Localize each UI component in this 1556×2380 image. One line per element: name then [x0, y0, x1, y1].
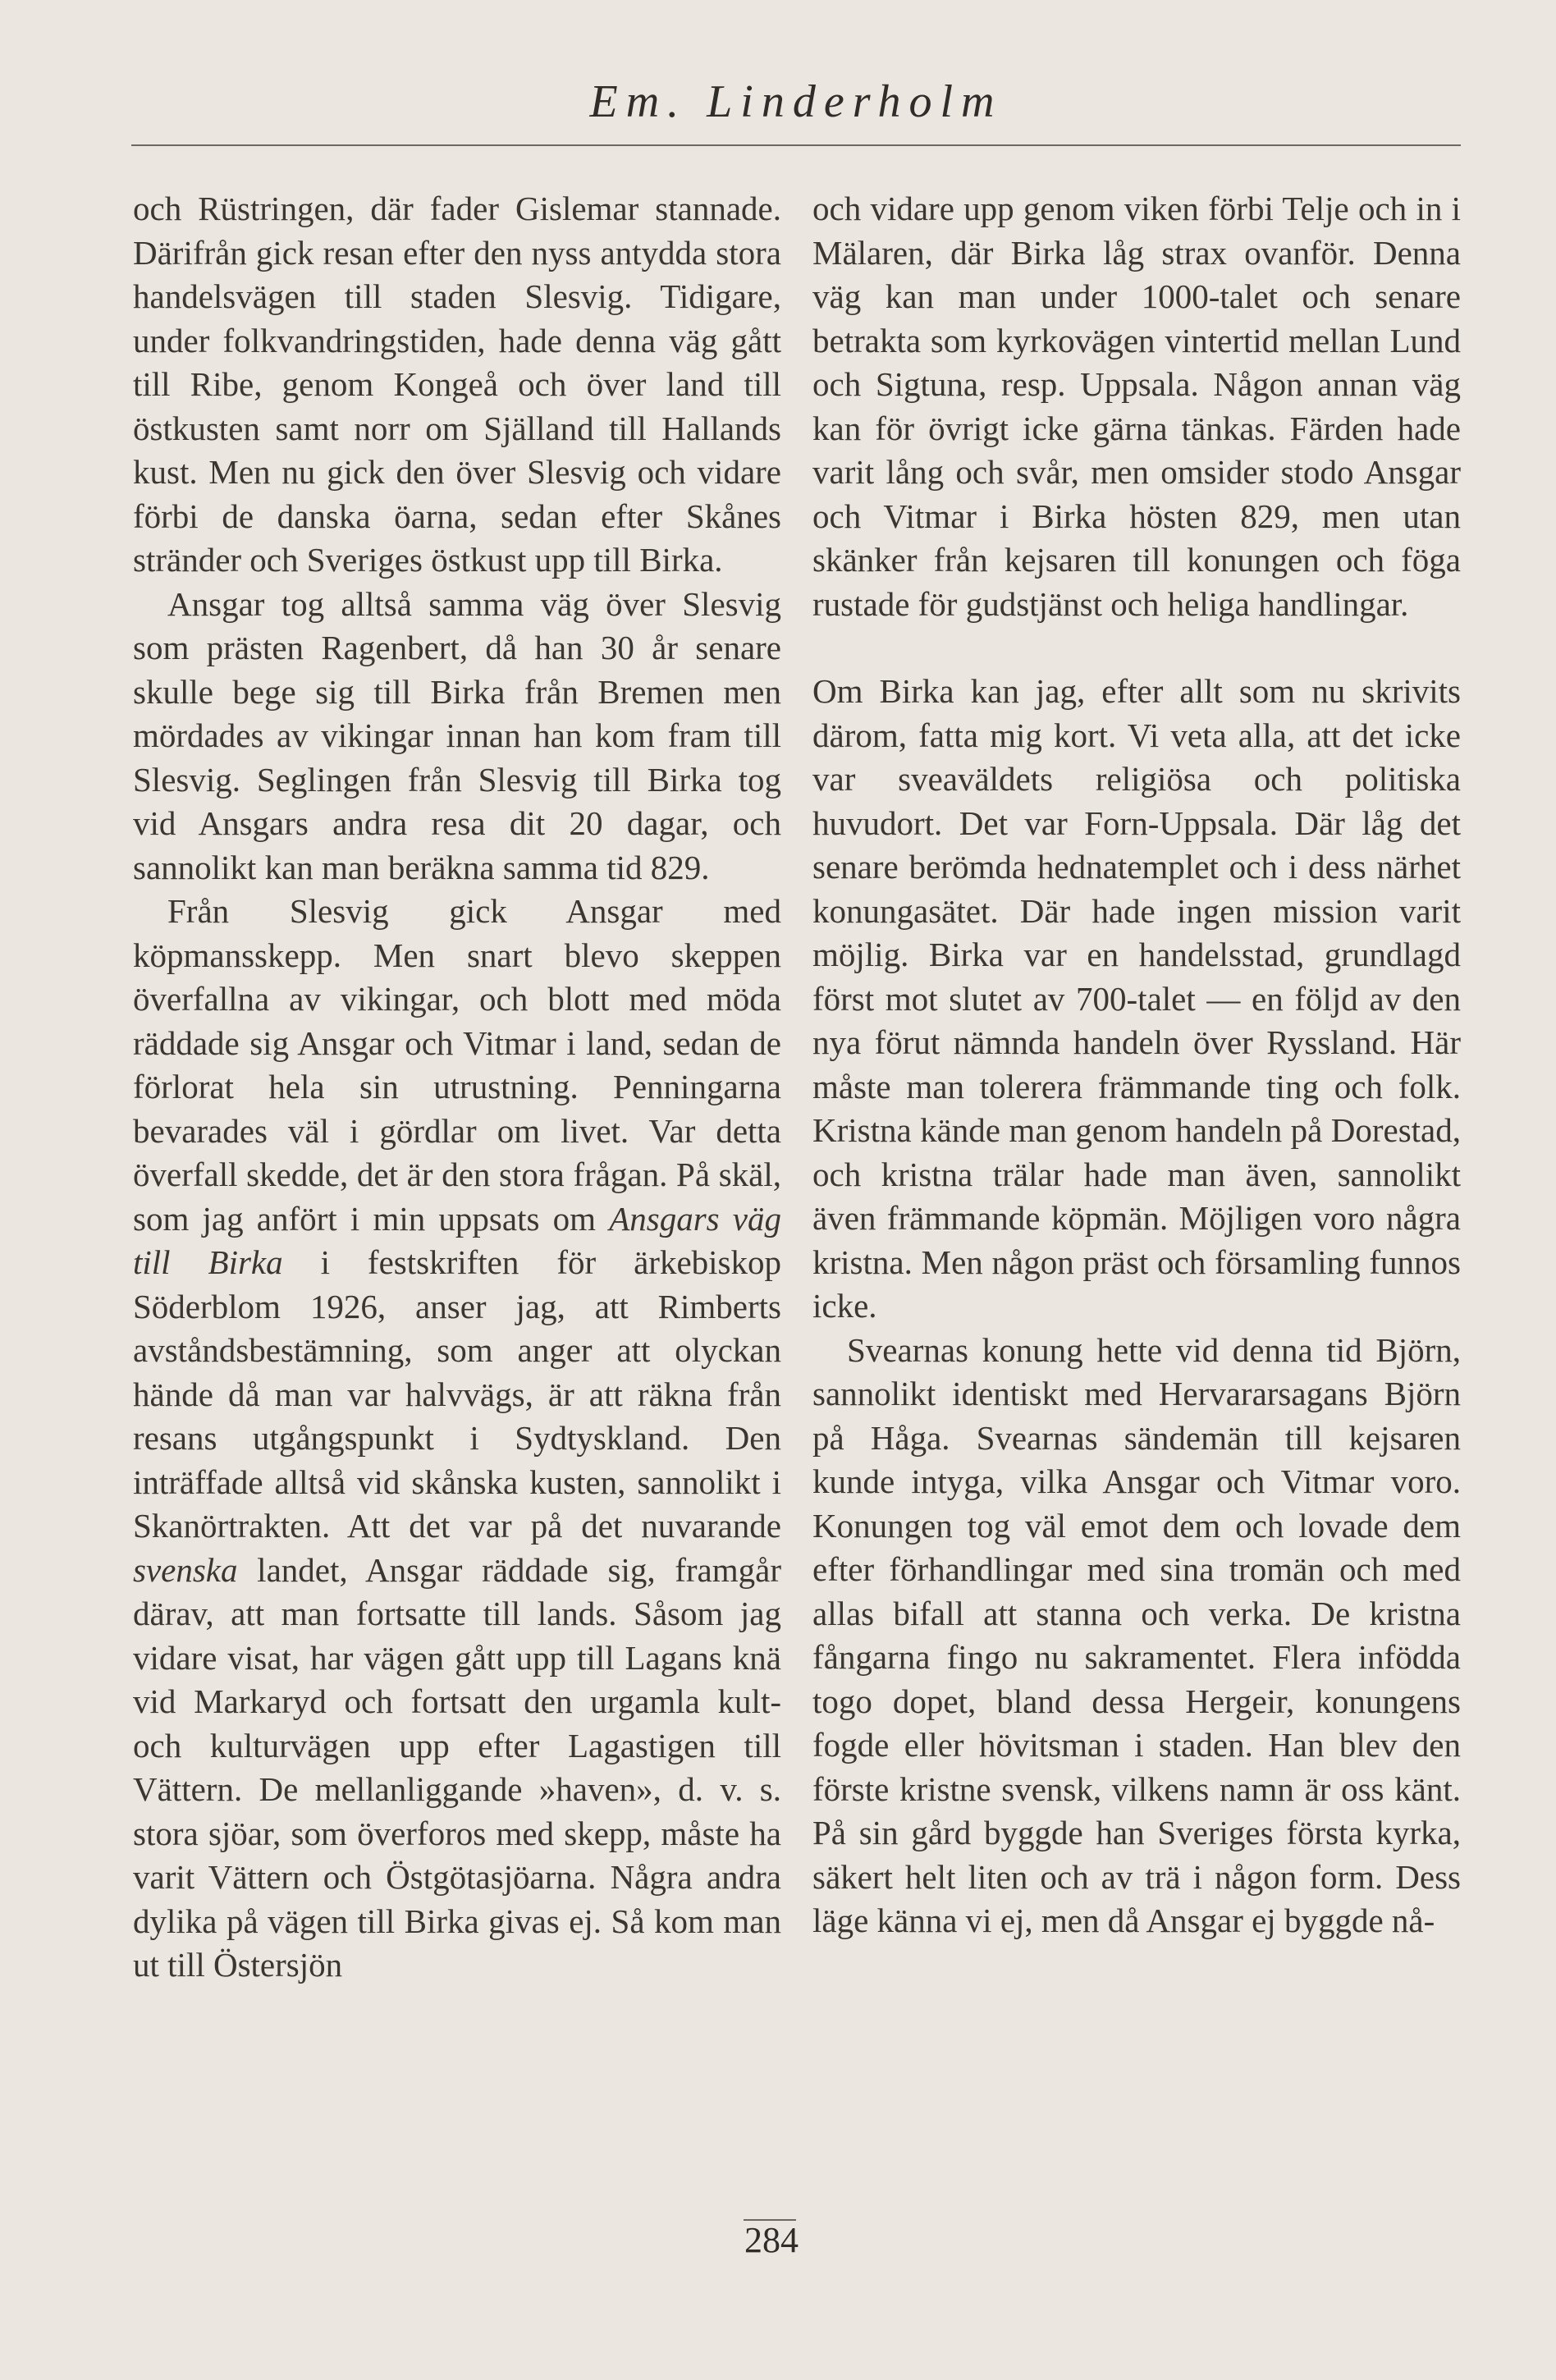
book-title-reference: Ansgars väg till Birka — [133, 1199, 781, 1281]
left-paragraph-3-text-b: i festskriften för ärkebiskop Söderblom 1926, anser jag, att Rimberts avståndsbestämning, som anger att olyckan hände då man var halvvägs, är att räkna från resans utgångspunkt i Sydtyskland. Den inträffade alltså vid skånska kusten, sannolikt i Skanörtrakten. Att det var på det nuvarande — [133, 1243, 781, 1545]
left-paragraph-3 — [133, 890, 781, 1988]
left-paragraph-3-text-c: landet, Ansgar räddade sig, framgår därav, att man fortsatte till lands. Såsom jag vidare visat, har vägen gått upp till Lagans knä vid Markaryd och fortsatt den urgamla kult- och kulturvägen upp efter Lagastigen till Vättern. De mellanliggande »haven», d. v. s. stora sjöar, som överforos med skepp, måste ha varit Vättern och Östgötasjöarna. Några andra dylika på vägen till Birka givas ej. Så kom man ut till Östersjön — [133, 1550, 781, 1984]
left-paragraph-2: Ansgar tog alltså samma väg över Slesvig som prästen Ragenbert, då han 30 år senare skulle bege sig till Birka från Bremen men mördades av vikingar innan han kom fram till Slesvig. Seglingen från Slesvig till Birka tog vid Ansgars andra resa dit 20 dagar, och sannolikt kan man beräkna samma tid 829. — [133, 584, 781, 886]
right-paragraph-1: och vidare upp genom viken förbi Telje och in i Mälaren, där Birka låg strax ovanför. Denna väg kan man under 1000-talet och senare betrakta som kyrkovägen vintertid mellan Lund och Sigtuna, resp. Uppsala. Någon annan väg kan för övrigt icke gärna tänkas. Färden hade varit lång och svår, men omsider stodo Ansgar och Vitmar i Birka hösten 829, men utan skänker från kejsaren till konungen och föga rustade för gudstjänst och heliga handlingar. — [812, 190, 1461, 623]
left-paragraph-3-text-a: Från Slesvig gick Ansgar med köpmansskepp. Men snart blevo skeppen överfallna av vikingar, och blott med möda räddade sig Ansgar och Vitmar i land, sedan de förlorat hela sin utrustning. Penningarna bevarades väl i gördlar om livet. Var detta överfall skedde, det är den stora frågan. På skäl, som jag anfört i min uppsats om — [133, 892, 781, 1238]
left-column — [133, 187, 781, 1988]
right-paragraph-3: Svearnas konung hette vid denna tid Björn, sannolikt identiskt med Hervararsagans Björn på Håga. Svearnas sändemän till kejsaren kunde intyga, vilka Ansgar och Vitmar voro. Konungen tog väl emot dem och lovade dem efter förhandlingar med sina tromän och med allas bifall att stanna och verka. De kristna fångarna fingo nu sakramentet. Flera infödda togo dopet, bland dessa Hergeir, konungens fogde eller hövitsman i staden. Han blev den förste kristne svensk, vilkens namn är oss känt. På sin gård byggde han Sveriges första kyrka, säkert helt liten och av trä i någon form. Dess läge känna vi ej, men då Ansgar ej byggde nå- — [812, 1330, 1461, 1939]
right-paragraph-2: Om Birka kan jag, efter allt som nu skrivits därom, fatta mig kort. Vi veta alla, att det icke var sveaväldets religiösa och politiska huvudort. Det var Forn-Uppsala. Där låg det senare berömda hednatemplet och i dess närhet konungasätet. Där hade ingen mission varit möjlig. Birka var en handelsstad, grundlagd först mot slutet av 700-talet — en följd av den nya förut nämnda handeln över Ryssland. Här måste man tolerera främmande ting och folk. Kristna kände man genom handeln på Dorestad, och kristna trälar hade man även, sannolikt även främmande köpmän. Möjligen voro några kristna. Men någon präst och församling funnos icke. — [812, 672, 1461, 1325]
left-paragraph-1: och Rüstringen, där fader Gislemar stannade. Därifrån gick resan efter den nyss antydda stora handelsvägen till staden Slesvig. Tidigare, under folkvandringstiden, hade denna väg gått till Ribe, genom Kongeå och över land till östkusten samt norr om Själland till Hallands kust. Men nu gick den över Slesvig och vidare förbi de danska öarna, sedan efter Skånes stränder och Sveriges östkust upp till Birka. — [133, 190, 781, 579]
page-number: 284 — [744, 2220, 799, 2260]
running-title: Em. Linderholm — [589, 76, 1003, 127]
emphasized-word: svenska — [133, 1550, 238, 1589]
right-column — [812, 187, 1461, 1943]
header-rule — [131, 144, 1461, 146]
